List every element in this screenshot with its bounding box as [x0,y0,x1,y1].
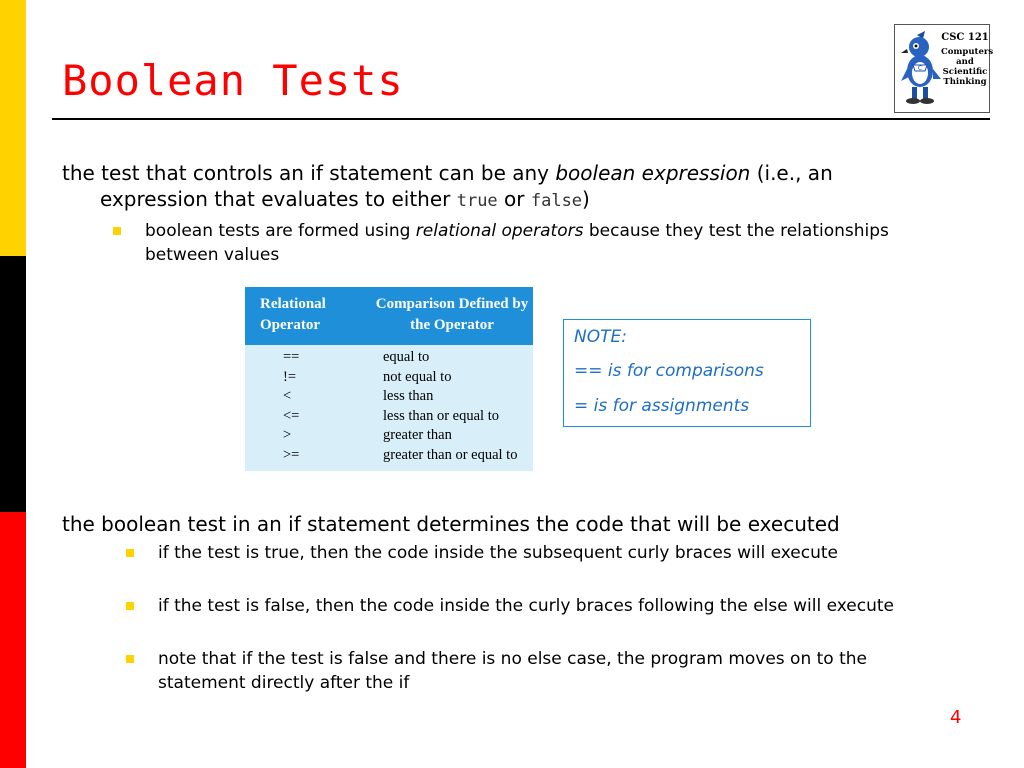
logo-line: Scientific [942,67,988,77]
bullet-square-icon [126,549,134,557]
slide-title: Boolean Tests [62,56,404,105]
bullet-no-else: note that if the test is false and there is no else case, the program moves on to the statement directly after the if [158,647,958,695]
header-comparison-defined: Comparison Defined by the Operator [375,296,529,333]
code-false: false [530,191,583,211]
note-label: NOTE: [574,327,627,347]
bullet-test-false: if the test is false, then the code inside the curly braces following the else will execute [158,594,958,618]
table-header [245,287,533,345]
paragraph-continuation: expression that evaluates to either true or false) [100,187,590,211]
description-cell: less than or equal to [383,407,499,424]
bullet-square-icon [126,655,134,663]
description-cell: equal to [383,349,430,365]
bullet-relational-operators: boolean tests are formed using relational operators because they test the relationships between values [145,219,905,267]
logo-course: CSC 121 [941,32,989,43]
bullet-square-icon [113,227,121,235]
table-row [245,447,533,467]
description-cell: greater than or equal to [383,446,518,463]
relational-operators-table [245,287,533,471]
operator-cell: > [283,427,292,443]
logo-text [941,32,994,87]
description-cell: less than [383,388,434,404]
side-stripe-red [0,512,26,768]
operator-cell: <= [283,407,300,424]
paragraph-boolean-expression: the test that controls an if statement can be any boolean expression (i.e., an expression that evaluates to either true or false) [62,160,962,214]
side-stripe-yellow [0,0,26,256]
operator-cell: == [283,349,300,365]
code-true: true [456,191,498,211]
description-cell: not equal to [383,368,452,385]
paragraph-boolean-test: the boolean test in an if statement determines the code that will be executed [62,512,840,536]
table-body [245,345,533,466]
bluejay-mascot-icon [899,29,943,109]
logo-line: and [956,57,974,67]
emphasis-relational-operators: relational operators [415,221,584,241]
header-relational-operator: Relational Operator [260,296,326,333]
emphasis-boolean-expression: boolean expression [555,161,751,185]
side-stripe-black [0,256,26,512]
table-row [245,388,533,408]
table-row [245,349,533,369]
title-divider [52,118,990,120]
bullet-square-icon [126,602,134,610]
note-assignments: = is for assignments [574,396,750,416]
bullet-test-true: if the test is true, then the code inside the subsequent curly braces will execute [158,541,958,565]
course-logo [894,24,994,113]
note-box [563,319,811,427]
operator-cell: < [283,388,292,404]
operator-cell: >= [283,446,300,463]
operator-cell: != [283,368,297,385]
table-row [245,408,533,428]
note-comparisons: == is for comparisons [574,361,764,381]
svg-text:C: C [917,65,923,72]
table-row [245,427,533,447]
logo-line: Computers [941,47,994,57]
logo-line: Thinking [943,77,987,87]
table-row [245,369,533,389]
description-cell: greater than [383,427,452,443]
page-number: 4 [950,707,962,728]
